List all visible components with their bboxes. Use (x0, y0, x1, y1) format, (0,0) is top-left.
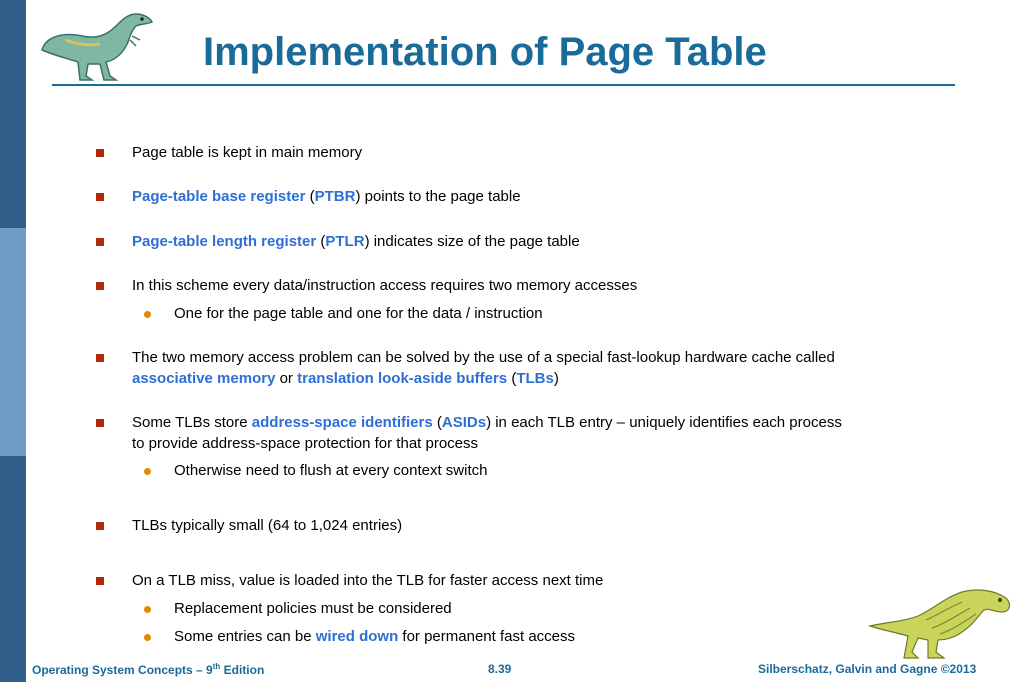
text-run: ( (305, 188, 315, 205)
bullet-text: The two memory access problem can be solved by the use of a special fast-lookup hardware cache called (132, 349, 835, 366)
bullet-text: On a TLB miss, value is loaded into the TLB for faster access next time (132, 572, 604, 589)
highlight-term: PTBR (314, 188, 356, 205)
footer-book-title (32, 662, 264, 677)
square-bullet-icon (96, 149, 104, 157)
highlight-term: Page-table base register (132, 188, 306, 205)
bullet-text (132, 232, 580, 252)
square-bullet-icon (96, 522, 104, 530)
highlight-term: PTLR (325, 233, 365, 250)
slide-title: Implementation of Page Table (203, 30, 767, 74)
bullet-text: Page table is kept in main memory (132, 144, 363, 161)
sub-bullet-text: Otherwise need to flush at every context switch (174, 462, 488, 479)
text-run: ) (553, 370, 559, 387)
highlight-term: translation look-aside buffers (297, 370, 508, 387)
text-run: ( (432, 414, 442, 431)
highlight-term: ASIDs (441, 414, 487, 431)
dinosaur-skeleton-icon (866, 582, 1016, 660)
square-bullet-icon (96, 354, 104, 362)
bullet-text-continued (132, 369, 559, 389)
sub-bullet-text: Replacement policies must be considered (174, 600, 452, 617)
text-run: Some TLBs store (132, 414, 252, 431)
footer-page-number: 8.39 (488, 662, 512, 676)
square-bullet-icon (96, 238, 104, 246)
highlight-term: wired down (315, 628, 399, 645)
round-bullet-icon (144, 606, 151, 613)
bullet-text-continued: to provide address-space protection for that process (132, 435, 479, 452)
text-run: or (275, 370, 298, 387)
highlight-term: TLBs (516, 370, 554, 387)
footer-superscript: th (212, 662, 221, 671)
square-bullet-icon (96, 193, 104, 201)
bullet-text (132, 187, 521, 207)
highlight-term: associative memory (132, 370, 276, 387)
round-bullet-icon (144, 311, 151, 318)
footer-text: Edition (220, 663, 265, 677)
text-run: ) points to the page table (355, 188, 521, 205)
sub-bullet-text: One for the page table and one for the data / instruction (174, 305, 543, 322)
bullet-text (132, 413, 842, 433)
footer-authors: Silberschatz, Galvin and Gagne ©2013 (758, 662, 977, 676)
text-run: ( (316, 233, 326, 250)
round-bullet-icon (144, 468, 151, 475)
text-run: Some entries can be (174, 628, 316, 645)
text-run: ) in each TLB entry – uniquely identifies each process (486, 414, 842, 431)
footer-text: Operating System Concepts – 9 (32, 663, 213, 677)
square-bullet-icon (96, 577, 104, 585)
square-bullet-icon (96, 282, 104, 290)
square-bullet-icon (96, 419, 104, 427)
round-bullet-icon (144, 634, 151, 641)
bullet-text: In this scheme every data/instruction access requires two memory accesses (132, 277, 638, 294)
sub-bullet-text (174, 627, 575, 647)
text-run: ( (507, 370, 517, 387)
text-run: ) indicates size of the page table (364, 233, 580, 250)
bullet-text: TLBs typically small (64 to 1,024 entries) (132, 517, 403, 534)
highlight-term: Page-table length register (132, 233, 317, 250)
highlight-term: address-space identifiers (251, 414, 433, 431)
text-run: for permanent fast access (398, 628, 575, 645)
